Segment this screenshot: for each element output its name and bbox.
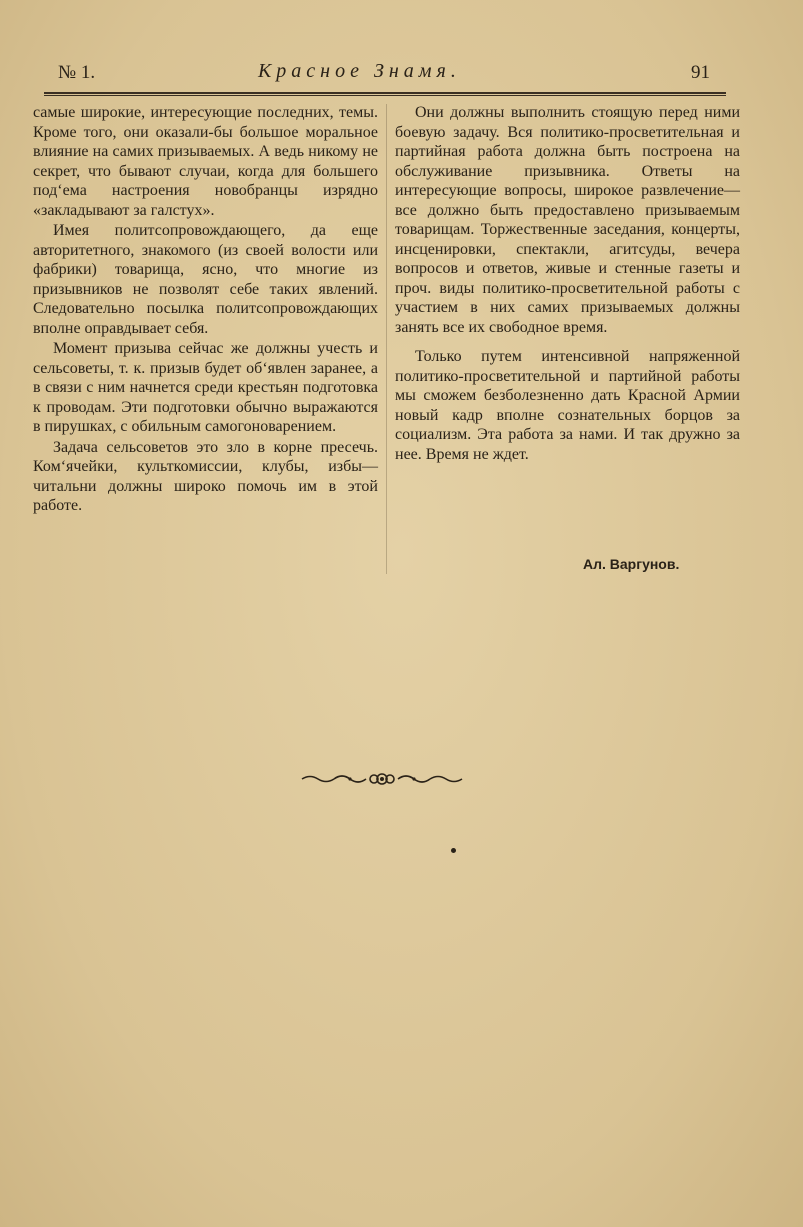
- ink-dot: [451, 848, 456, 853]
- paragraph: Задача сельсоветов это зло в корне пресечь. Ком‘ячейки, культкомиссии, клубы, избы—читальни должны широко помочь им в этой работе.: [33, 438, 378, 514]
- paragraph: Только путем интенсивной напряженной политико-просветительной и партийной работы мы сможем безболезненно дать Красной Армии новый кадр вполне сознательных борцов за социализм. Эта работа за нами. И так дружно за нее. Время не ждет.: [395, 348, 740, 463]
- paragraph: самые широкие, интересующие последних, темы. Кроме того, они оказали-бы большое моральное влияние на самих призываемых. А ведь никому не секрет, что бывают случаи, когда для большего под‘ема настроения новобранцы изрядно «закладывают за галстух».: [33, 104, 378, 219]
- header-rule: [44, 92, 726, 94]
- column-divider: [386, 104, 387, 574]
- running-header: [52, 60, 712, 88]
- paragraph: Имея политсопровождающего, да еще авторитетного, знакомого (из своей волости или фабрики) товарища, ясно, что многие из призывников не позволят себе таких явлений. Следовательно посылка политсопровождающих вполне оправдывает себя.: [33, 222, 378, 337]
- page-number: 91: [691, 62, 710, 83]
- paragraph: Момент призыва сейчас же должны учесть и сельсоветы, т. к. призыв будет об‘явлен заранее, а в связи с ним начнется среди крестьян подготовка к проводам. Эти подготовки обычно выражаются в пирушках, с обильным самогоноварением.: [33, 340, 378, 435]
- header-rule-thin: [44, 95, 726, 96]
- issue-number: № 1.: [58, 62, 96, 83]
- author-signature: Ал. Варгунов.: [583, 556, 680, 572]
- journal-title: Красное Знамя.: [258, 60, 461, 82]
- ornament-divider-icon: [300, 768, 465, 790]
- right-column: [395, 103, 740, 464]
- left-column: [33, 103, 378, 516]
- paragraph: Они должны выполнить стоящую перед ними боевую задачу. Вся политико-просветительная и партийная работа должна быть построена на обслуживание призывника. Ответы на интересующие вопросы, широкое развлечение—все должно быть предоставлено призываемым товарищам. Торжественные заседания, концерты, инсценировки, спектакли, агитсуды, вечера вопросов и ответов, живые и стенные газеты и проч. виды политико-просветительной работы с участием в них самих призываемых должны занять все их свободное время.: [395, 104, 740, 336]
